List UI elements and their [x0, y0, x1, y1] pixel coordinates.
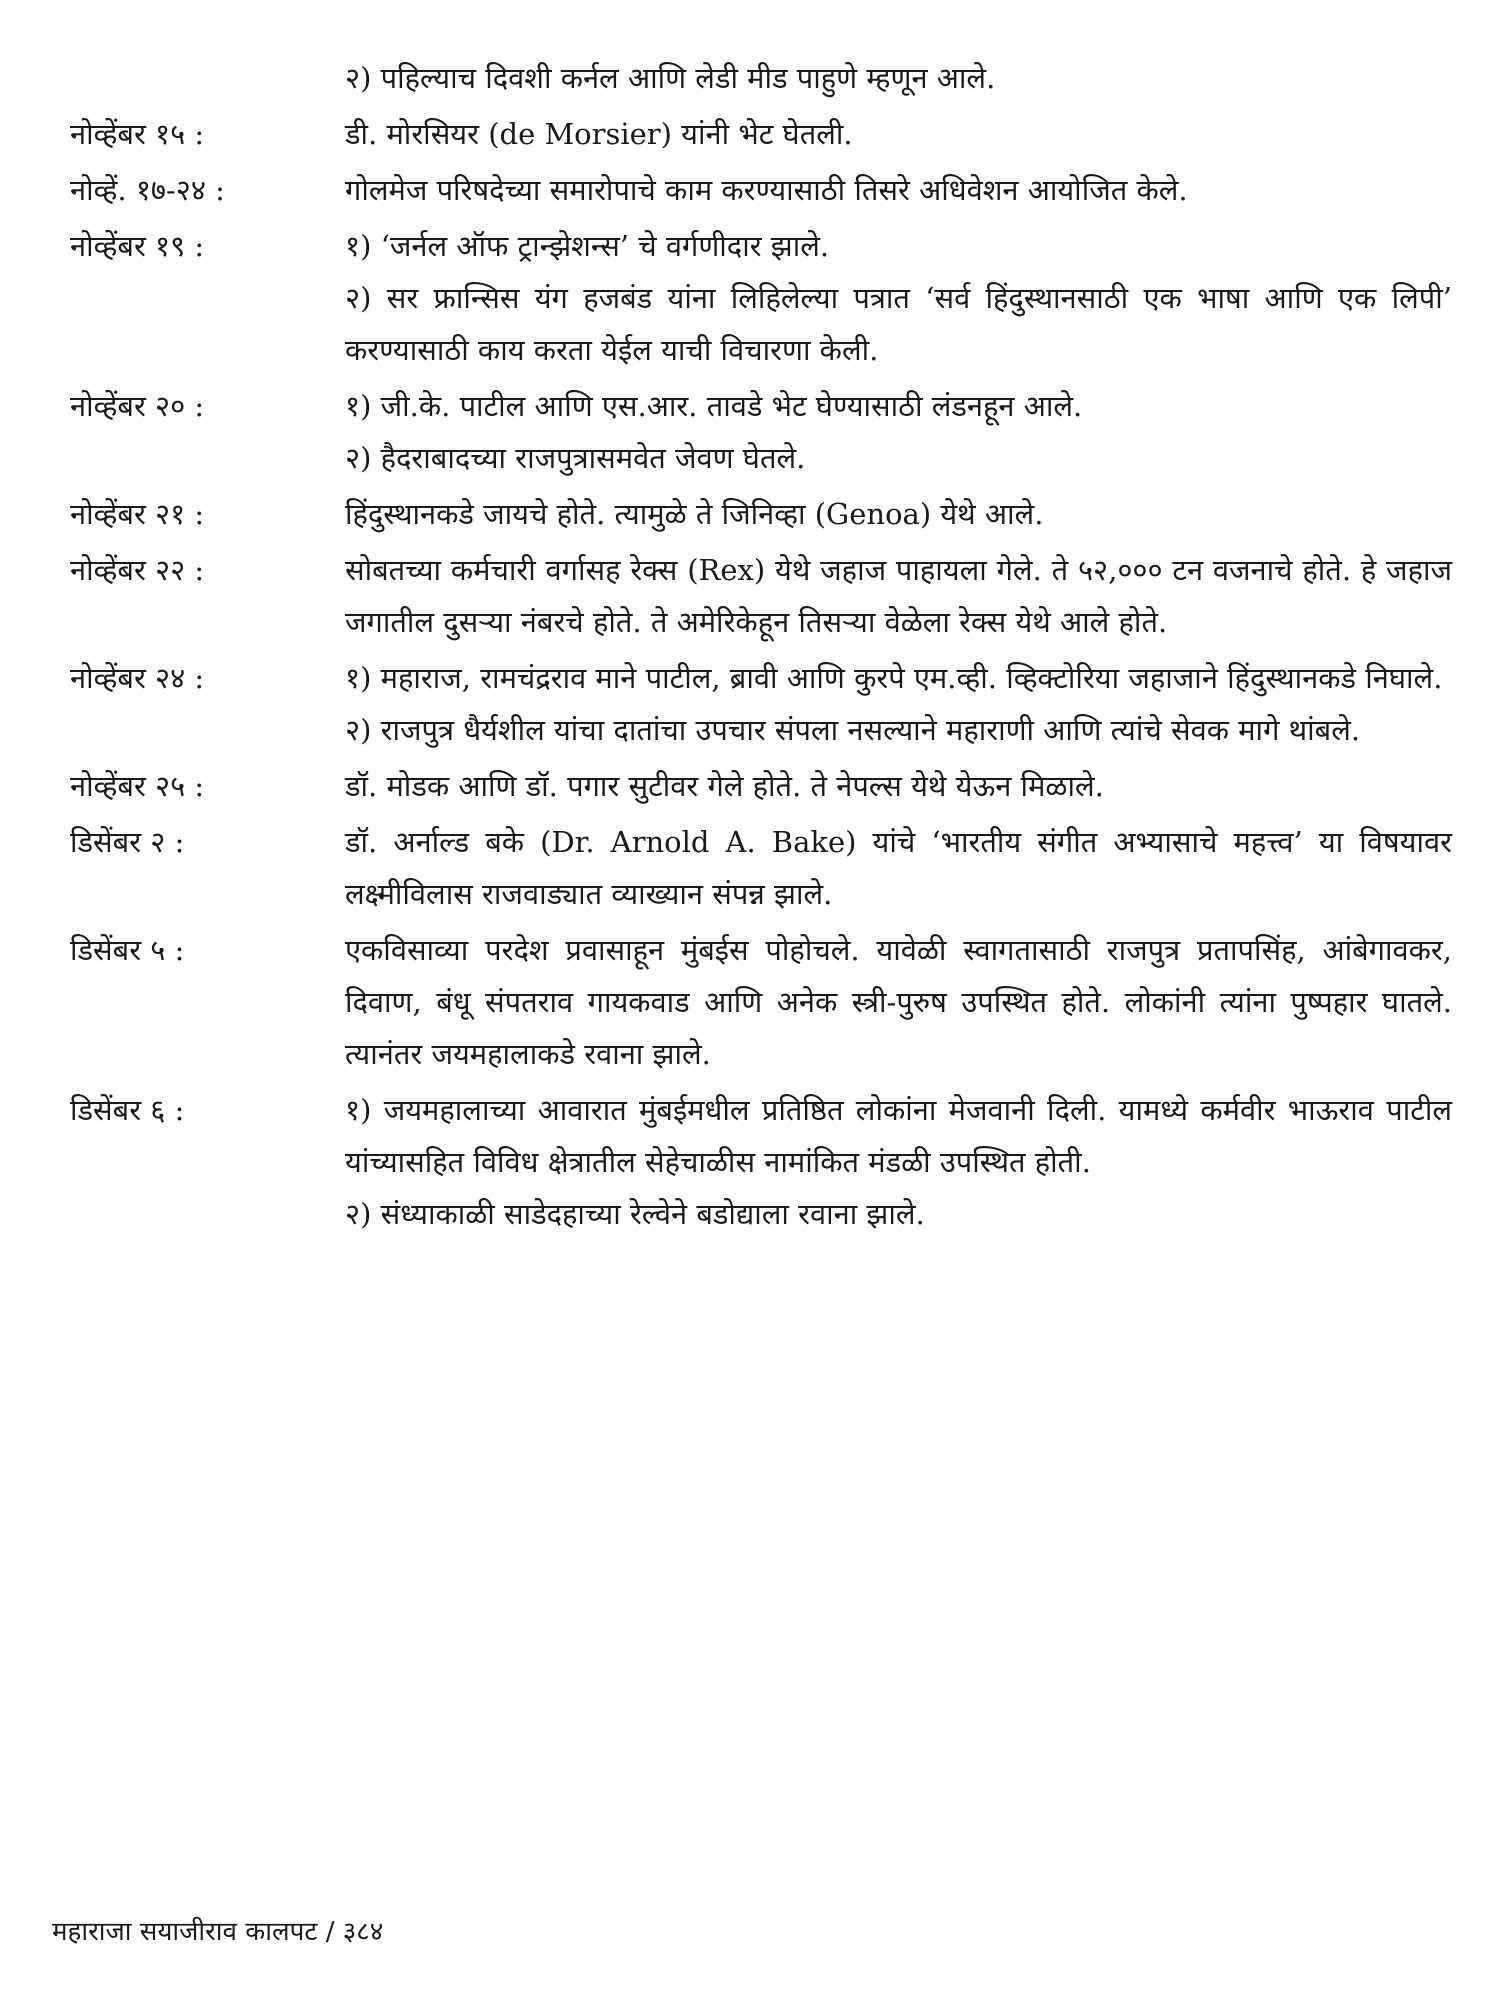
- entry-nov-24: [70, 652, 1460, 756]
- entry-date: डिसेंबर ६ :: [70, 1093, 185, 1127]
- entry-paragraph: एकविसाव्या परदेश प्रवासाहून मुंबईस पोहोचले. यावेळी स्वागतासाठी राजपुत्र प्रतापसिंह, आंबेगावकर, दिवाण, बंधू संपतराव गायकवाड आणि अनेक स्त्री-पुरुष उपस्थित होते. लोकांनी त्यांना पुष्पहार घातले. त्यानंतर जयमहालाकडे रवाना झाले.: [345, 933, 1452, 1071]
- entry-body: [345, 488, 1460, 540]
- entry-date: नोव्हेंबर २१ :: [70, 497, 205, 531]
- entry-nov-22: [70, 544, 1460, 648]
- entry-date: डिसेंबर २ :: [70, 825, 185, 859]
- entry-paragraph: डी. मोरसियर (de Morsier) यांनी भेट घेतली.: [345, 117, 853, 151]
- entry-body: [345, 52, 1460, 104]
- entry-body: [345, 924, 1460, 1080]
- entry-paragraph: डॉ. अर्नाल्ड बके (Dr. Arnold A. Bake) यांचे ‘भारतीय संगीत अभ्यासाचे महत्त्व’ या विषयावर लक्ष्मीविलास राजवाड्यात व्याख्यान संपन्न झाले.: [345, 825, 1452, 911]
- entry-body: [345, 816, 1460, 920]
- entry-date: नोव्हें. १७-२४ :: [70, 173, 225, 207]
- page-footer: महाराजा सयाजीराव कालपट / ३८४: [52, 1917, 384, 1947]
- entry-nov-20: [70, 380, 1460, 484]
- entry-body: [345, 220, 1460, 376]
- entry-paragraph: हिंदुस्थानकडे जायचे होते. त्यामुळे ते जिनिव्हा (Genoa) येथे आले.: [345, 497, 1044, 531]
- entry-date: नोव्हेंबर १५ :: [70, 117, 205, 151]
- entry-body: [345, 760, 1460, 812]
- entry-nov-21: [70, 488, 1460, 540]
- entry-dec-5: [70, 924, 1460, 1080]
- entry-paragraph: २) राजपुत्र धैर्यशील यांचा दातांचा उपचार संपला नसल्याने महाराणी आणि त्यांचे सेवक मागे थांबले.: [345, 713, 1361, 747]
- entry-body: [345, 544, 1460, 648]
- entry-date: नोव्हेंबर २२ :: [70, 553, 205, 587]
- entry-body: [345, 380, 1460, 484]
- entry-date: नोव्हेंबर २४ :: [70, 661, 205, 695]
- entry-nov-15: [70, 108, 1460, 160]
- entry-body: [345, 164, 1460, 216]
- entry-paragraph: १) ‘जर्नल ऑफ ट्रान्झेशन्स’ चे वर्गणीदार झाले.: [345, 229, 830, 263]
- entry-date: डिसेंबर ५ :: [70, 933, 185, 967]
- entry-dec-2: [70, 816, 1460, 920]
- entry-date: नोव्हेंबर १९ :: [70, 229, 205, 263]
- entry-paragraph: सोबतच्या कर्मचारी वर्गासह रेक्स (Rex) येथे जहाज पाहायला गेले. ते ५२,००० टन वजनाचे होते. हे जहाज जगातील दुसऱ्या नंबरचे होते. ते अमेरिकेहून तिसऱ्या वेळेला रेक्स येथे आले होते.: [345, 553, 1452, 639]
- entry-date: नोव्हेंबर २० :: [70, 389, 205, 423]
- entry-continuation: [345, 52, 1460, 104]
- entry-paragraph: २) हैदराबादच्या राजपुत्रासमवेत जेवण घेतले.: [345, 441, 806, 475]
- entry-nov-17-24: [70, 164, 1460, 216]
- entry-nov-25: [70, 760, 1460, 812]
- entry-paragraph: १) जयमहालाच्या आवारात मुंबईमधील प्रतिष्ठित लोकांना मेजवानी दिली. यामध्ये कर्मवीर भाऊराव पाटील यांच्यासहित विविध क्षेत्रातील सेहेचाळीस नामांकित मंडळी उपस्थित होती.: [345, 1093, 1452, 1179]
- entry-body: [345, 108, 1460, 160]
- entry-paragraph: २) संध्याकाळी साडेदहाच्या रेल्वेने बडोद्याला रवाना झाले.: [345, 1197, 925, 1231]
- entry-nov-19: [70, 220, 1460, 376]
- entry-body: [345, 1084, 1460, 1240]
- entry-paragraph: २) पहिल्याच दिवशी कर्नल आणि लेडी मीड पाहुणे म्हणून आले.: [345, 61, 996, 95]
- entry-paragraph: डॉ. मोडक आणि डॉ. पगार सुटीवर गेले होते. ते नेपल्स येथे येऊन मिळाले.: [345, 769, 1104, 803]
- chronology-list: [70, 52, 1460, 1240]
- entry-paragraph: गोलमेज परिषदेच्या समारोपाचे काम करण्यासाठी तिसरे अधिवेशन आयोजित केले.: [345, 173, 1188, 207]
- entry-paragraph: १) जी.के. पाटील आणि एस.आर. तावडे भेट घेण्यासाठी लंडनहून आले.: [345, 389, 1083, 423]
- entry-date: नोव्हेंबर २५ :: [70, 769, 205, 803]
- entry-paragraph: २) सर फ्रान्सिस यंग हजबंड यांना लिहिलेल्या पत्रात ‘सर्व हिंदुस्थानसाठी एक भाषा आणि एक लिपी’ करण्यासाठी काय करता येईल याची विचारणा केली.: [345, 281, 1452, 367]
- entry-body: [345, 652, 1460, 756]
- entry-dec-6: [70, 1084, 1460, 1240]
- entry-paragraph: १) महाराज, रामचंद्रराव माने पाटील, ब्रावी आणि कुरपे एम.व्ही. व्हिक्टोरिया जहाजाने हिंदुस्थानकडे निघाले.: [345, 661, 1443, 695]
